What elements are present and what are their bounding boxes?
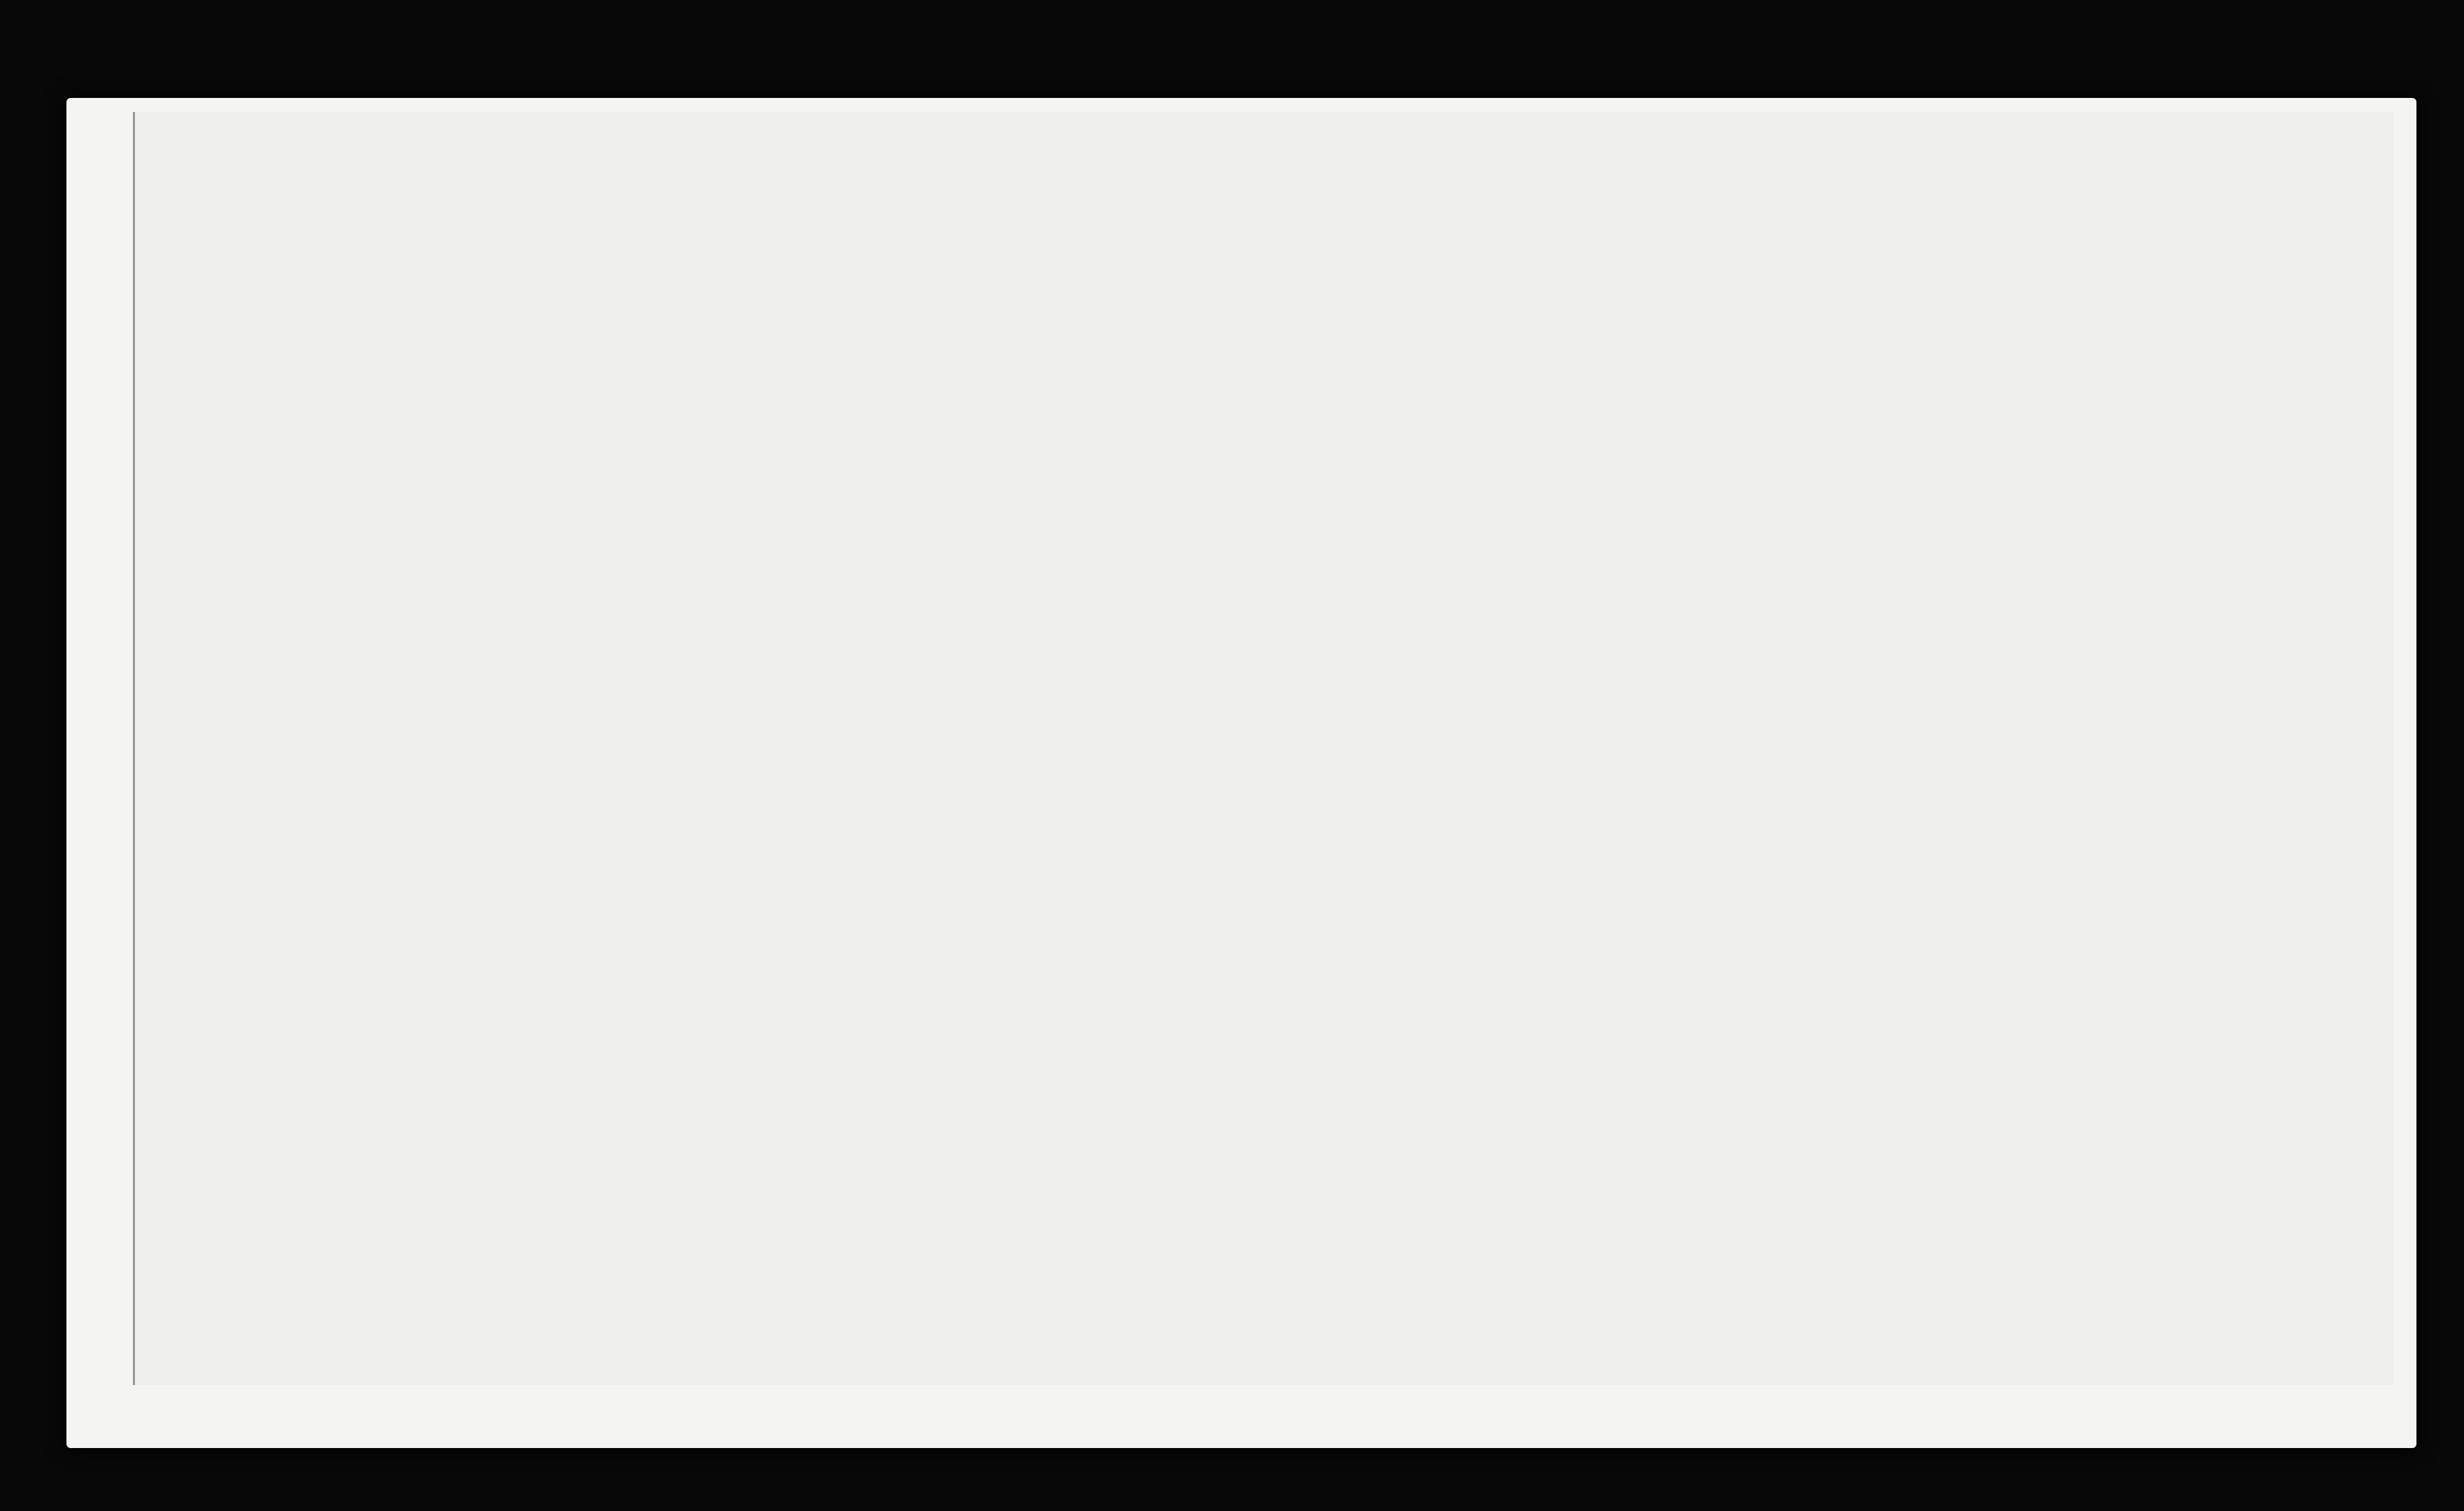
top-table [135, 147, 2394, 476]
lease-table [135, 1056, 2394, 1385]
middle-section [135, 476, 2394, 1056]
form-sheet [133, 112, 2394, 1385]
